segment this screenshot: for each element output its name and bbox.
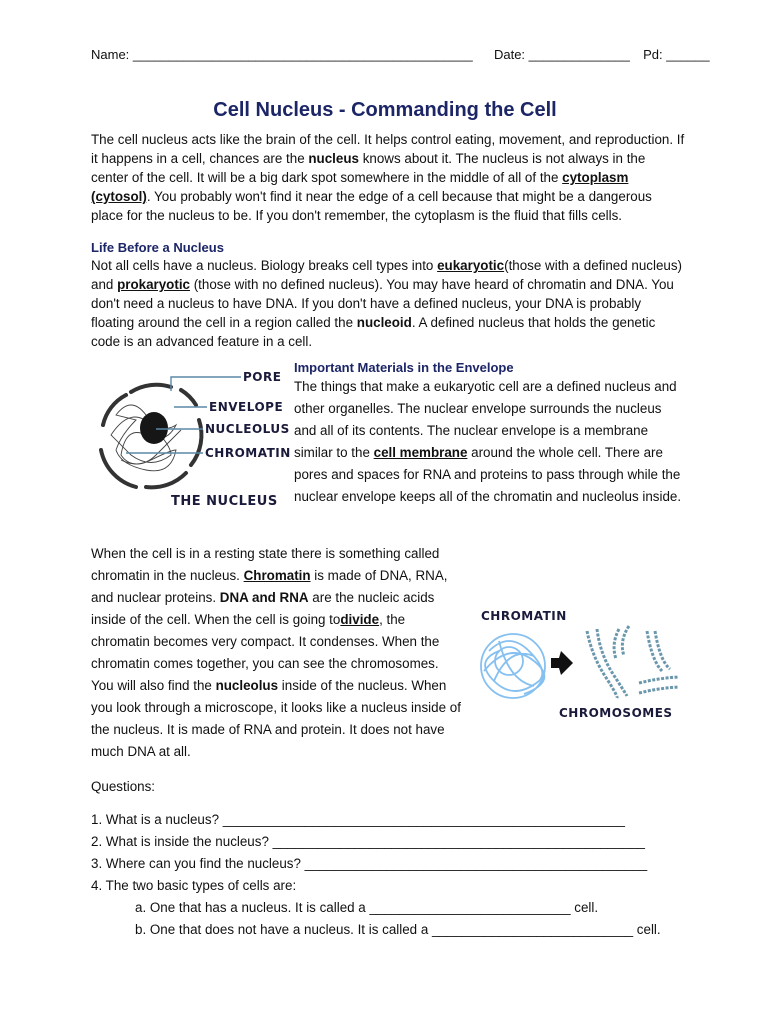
text: . You probably won't find it near the edge of a cell because that might be a dangerous place for the nucleus to be. If you don't remember, the cytoplasm is the fluid that fills cells. (91, 189, 652, 223)
name-field[interactable]: Name: _______________________________________________ (91, 47, 473, 62)
question-1[interactable]: 1. What is a nucleus? ______________________________________________________ (91, 812, 625, 827)
term-nucleoid: nucleoid (356, 315, 412, 330)
text: (those with a defined nucleus) and (91, 258, 683, 292)
question-2[interactable]: 2. What is inside the nucleus? __________________________________________________ (91, 834, 645, 849)
text: are the nucleic acids inside of the cell. When the cell is going to (91, 590, 435, 627)
text: knows about it. The nucleus is not always in the center of the cell. It will be a big dark spot somewhere in the middle of all of the (91, 151, 646, 185)
question-4a[interactable]: a. One that has a nucleus. It is called a ___________________________ cell. (135, 900, 599, 915)
term-nucleolus: nucleolus (215, 678, 279, 693)
questions-list (91, 809, 685, 941)
chromatin-diagram (469, 609, 685, 721)
resting-paragraph (91, 543, 685, 763)
term-eukaryotic: eukaryotic (437, 258, 505, 273)
question-4: 4. The two basic types of cells are: (91, 878, 297, 893)
heading-life-before: Life Before a Nucleus (91, 240, 224, 255)
page-title: Cell Nucleus - Commanding the Cell (213, 99, 557, 121)
label-nucleolus: NUCLEOLUS (205, 422, 290, 436)
term-cytoplasm: cytoplasm (cytosol) (91, 170, 629, 204)
question-3[interactable]: 3. Where can you find the nucleus? ______________________________________________ (91, 856, 648, 871)
text: The things that make a eukaryotic cell are a defined nucleus and other organelles. The nuclear envelope surrounds the nucleus and all of its contents. The nuclear envelope is a membrane similar to the (294, 379, 677, 460)
envelope-text (294, 359, 685, 525)
intro-paragraph (91, 130, 685, 225)
question-4b[interactable]: b. One that does not have a nucleus. It is called a ___________________________ cell. (135, 922, 661, 937)
term-prokaryotic: prokaryotic (117, 277, 190, 292)
text: . A defined nucleus that holds the genetic code is an advanced feature in a cell. (91, 315, 656, 349)
text: Not all cells have a nucleus. Biology breaks cell types into (91, 258, 438, 273)
arrow-icon (551, 651, 573, 675)
envelope-section (91, 359, 685, 525)
questions-heading: Questions: (91, 779, 156, 794)
text: When the cell is in a resting state there is something called chromatin in the nucleus. (91, 546, 440, 583)
nucleus-diagram (91, 365, 291, 525)
heading-envelope: Important Materials in the Envelope (294, 360, 514, 375)
text: The cell nucleus acts like the brain of the cell. It helps control eating, movement, and reproduction. If it happens in a cell, chances are the (91, 132, 685, 166)
label-pore: PORE (243, 370, 282, 384)
label-envelope: ENVELOPE (209, 400, 284, 414)
nucleolus-shape (140, 412, 168, 444)
term-dna-rna: DNA and RNA (219, 590, 309, 605)
envelope-paragraph (294, 376, 685, 508)
label-chromatin-top: CHROMATIN (481, 609, 567, 623)
label-chromatin: CHROMATIN (205, 446, 291, 460)
pd-field[interactable]: Pd: ______ (643, 47, 710, 62)
text: around the whole cell. There are pores and spaces for RNA and proteins to pass through while the nuclear envelope keeps all of the chromatin and nucleolus inside. (294, 445, 682, 504)
caption-the-nucleus: THE NUCLEUS (171, 494, 278, 509)
term-chromatin: Chromatin (243, 568, 311, 583)
term-cell-membrane: cell membrane (373, 445, 468, 460)
date-field[interactable]: Date: ______________ (493, 47, 630, 62)
text: , the chromatin becomes very compact. It condenses. When the chromatin comes together, you can see the chromosomes. You will also find the (91, 612, 440, 693)
life-before-paragraph (91, 256, 685, 351)
text: is made of DNA, RNA, and nuclear proteins. (91, 568, 448, 605)
text: (those with no defined nucleus). You may have heard of chromatin and DNA. You don't need a nucleus to have DNA. If you don't have a defined nucleus, your DNA is probably floating around the cell in a region called the (91, 277, 674, 330)
term-nucleus: nucleus (308, 151, 359, 166)
text: inside of the nucleus. When you look through a microscope, it looks like a nucleus inside of the nucleus. It is made of RNA and protein. It does not have much DNA at all. (91, 678, 461, 759)
worksheet-header (91, 47, 710, 67)
term-divide: divide (340, 612, 380, 627)
chromatin-to-chromosome-illustration (469, 623, 685, 705)
label-chromosomes: CHROMOSOMES (559, 706, 673, 720)
